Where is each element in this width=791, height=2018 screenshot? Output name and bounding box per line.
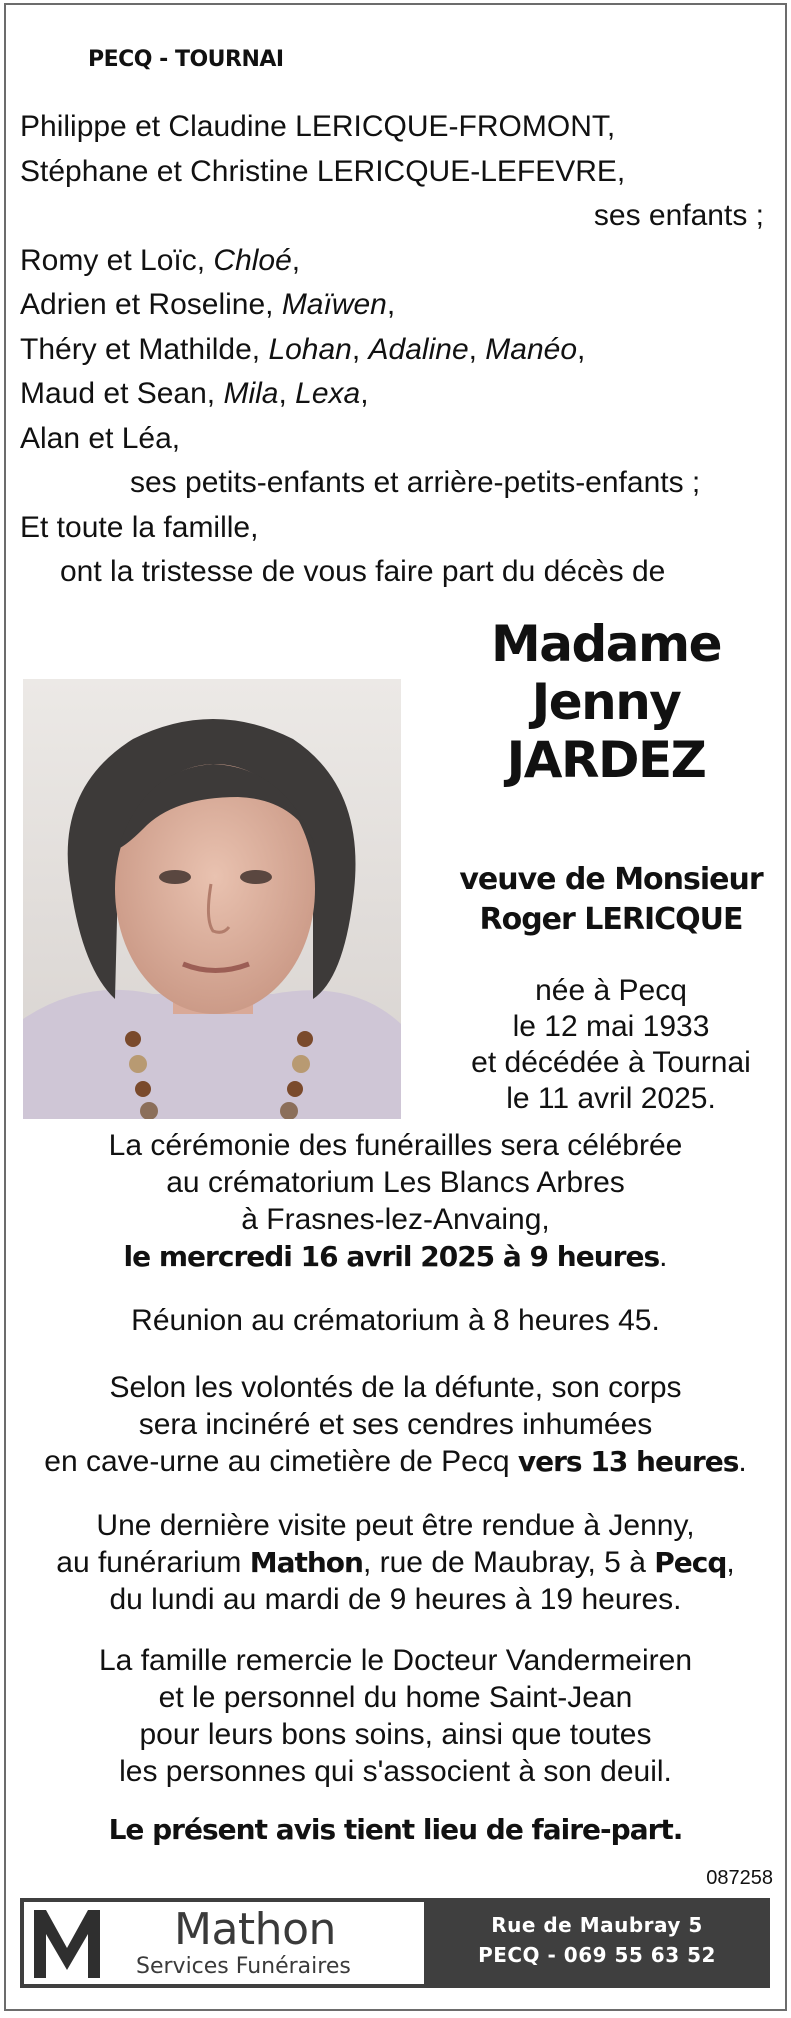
birth-place: née à Pecq (535, 974, 687, 1007)
wishes-text: en cave-urne au cimetière de Pecq (44, 1445, 518, 1478)
funeral-home-name: Mathon (249, 1546, 363, 1579)
child-name: Chloé (213, 243, 292, 277)
child-name: Lexa (295, 377, 361, 410)
address-street: Rue de Maubray 5 (491, 1913, 703, 1937)
child-name: Maïwen (281, 288, 387, 321)
deceased-name (426, 615, 786, 789)
ceremony-datetime: le mercredi 16 avril 2025 à 9 heures (123, 1240, 660, 1273)
death-place: et décédée à Tournai (471, 1046, 751, 1079)
address-phone: PECQ - 069 55 63 52 (478, 1943, 716, 1967)
wishes-line: Selon les volontés de la défunte, son corps (109, 1371, 682, 1404)
deceased-first-name: Jenny (531, 673, 681, 731)
visit-text: au funérarium (56, 1546, 250, 1579)
grandchildren-label: ses petits-enfants et arrière-petits-enfants ; (130, 466, 701, 499)
funeral-home-logo (24, 1902, 424, 1984)
whole-family-line: Et toute la famille, (20, 510, 259, 544)
children-label: ses enfants ; (593, 199, 764, 232)
wishes-line: en cave-urne au cimetière de Pecq vers 13 heures. (44, 1445, 747, 1478)
wishes-line: sera incinéré et ses cendres inhumées (138, 1408, 653, 1441)
parents-names: Adrien et Roseline, (20, 288, 282, 321)
closing-statement: Le présent avis tient lieu de faire-part. (108, 1813, 683, 1846)
thanks-line: et le personnel du home Saint-Jean (158, 1681, 633, 1714)
grandchildren-line: Romy et Loïc, Chloé, (20, 243, 301, 277)
grandchildren-line: Adrien et Roseline, Maïwen, (20, 288, 396, 321)
parents-names: Théry et Mathilde, (20, 332, 269, 366)
child-name: Mila (223, 377, 279, 410)
obituary-notice (4, 3, 787, 2011)
visit-line: Une dernière visite peut être rendue à Jenny, (96, 1509, 695, 1542)
birth-date: le 12 mai 1933 (512, 1010, 710, 1043)
visit-text: , rue de Maubray, 5 à (362, 1546, 655, 1579)
widow-of (426, 860, 791, 940)
grandchildren-line: Théry et Mathilde, Lohan, Adaline, Manéo, (20, 332, 586, 366)
logo-name: Mathon (174, 1904, 336, 1955)
reference-number: 087258 (706, 1867, 773, 1889)
ceremony-date: le mercredi 16 avril 2025 à 9 heures. (123, 1240, 668, 1273)
funeral-home-address (424, 1910, 770, 1970)
parents-names: Romy et Loïc, (20, 243, 214, 277)
child-name: Lohan (268, 332, 352, 366)
ceremony-paragraph (6, 1127, 785, 1275)
thanks-line: pour leurs bons soins, ainsi que toutes (139, 1718, 652, 1751)
wishes-paragraph (6, 1369, 785, 1480)
ceremony-line: au crématorium Les Blancs Arbres (166, 1166, 625, 1199)
widow-line: veuve de Monsieur (459, 862, 763, 897)
burial-time: vers 13 heures (517, 1445, 739, 1478)
visit-line: du lundi au mardi de 9 heures à 19 heures. (109, 1583, 682, 1616)
thanks-line: les personnes qui s'associent à son deuil. (119, 1755, 672, 1788)
grandchildren-line: Alan et Léa, (20, 421, 181, 455)
child-name: Adaline (368, 332, 469, 366)
logo-subtitle: Services Funéraires (136, 1954, 351, 1979)
deceased-last-name: JARDEZ (506, 731, 706, 789)
thanks-paragraph (6, 1642, 785, 1790)
visit-paragraph (6, 1507, 785, 1618)
m-logo-icon (32, 1908, 102, 1980)
death-date: le 11 avril 2025. (506, 1082, 716, 1115)
spouse-name: Roger LERICQUE (479, 902, 743, 937)
family-list (20, 105, 768, 595)
birth-death-info (426, 973, 791, 1117)
ceremony-line: La cérémonie des funérailles sera célébrée (108, 1129, 683, 1162)
parents-names: Maud et Sean, (20, 377, 224, 410)
deceased-title: Madame (490, 615, 722, 673)
ceremony-line: à Frasnes-lez-Anvaing, (241, 1203, 550, 1236)
announcement-line: ont la tristesse de vous faire part du décès de (60, 555, 666, 588)
family-line: Philippe et Claudine LERICQUE-FROMONT, (20, 110, 616, 143)
meeting-paragraph: Réunion au crématorium à 8 heures 45. (131, 1304, 660, 1337)
visit-line: au funérarium Mathon, rue de Maubray, 5 à Pecq, (56, 1546, 735, 1579)
grandchildren-line: Maud et Sean, Mila, Lexa, (20, 377, 369, 410)
visit-town: Pecq (654, 1546, 727, 1579)
funeral-home-banner (20, 1898, 770, 1988)
family-line: Stéphane et Christine LERICQUE-LEFEVRE, (20, 154, 626, 188)
location-header: PECQ - TOURNAI (88, 47, 284, 72)
thanks-line: La famille remercie le Docteur Vandermeiren (98, 1644, 693, 1677)
portrait-photo (23, 679, 401, 1119)
child-name: Manéo (485, 332, 578, 366)
